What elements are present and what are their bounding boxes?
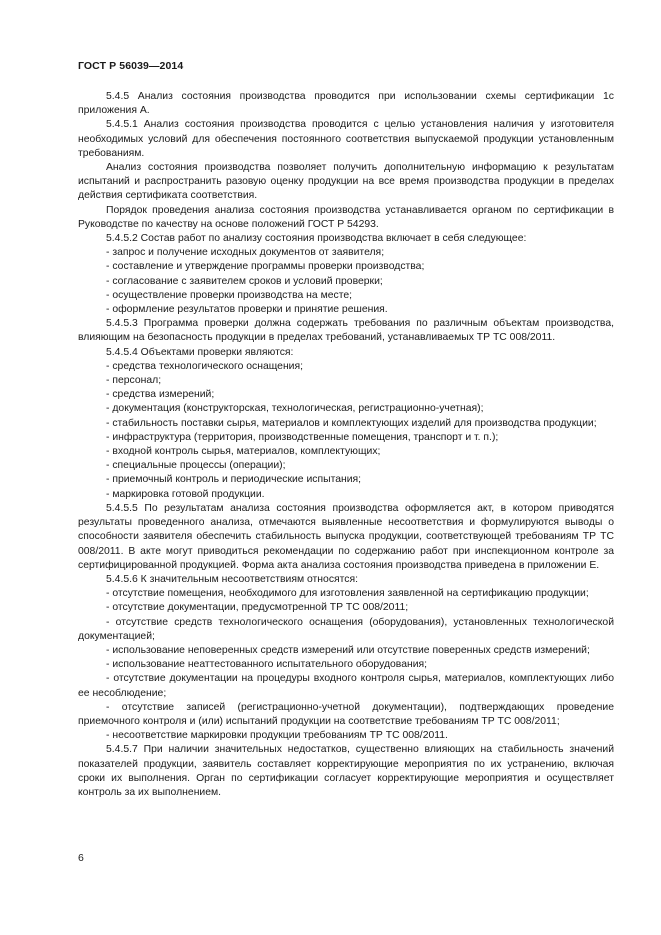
list-item: - приемочный контроль и периодические испытания; [106,474,362,486]
paragraph: 5.4.5.6 К значительным несоответствиям относятся: [106,573,358,585]
list-item: - отсутствие помещения, необходимого для изготовления заявленной на сертификацию продукции; [106,588,589,600]
list-item: - запрос и получение исходных документов от заявителя; [106,247,385,259]
paragraph: 5.4.5.5 По результатам анализа состояния производства оформляется акт, в котором приводятся результаты проведенного анализа, отмечаются выявленные несоответствия и формулируются выводы о способности заявителя обеспечить стабильность выпуска продукции, соответствующей требованиям ТР ТС 008/2011. В акте могут приводиться рекомендации по содержанию работ при инспекционном контроле за сертифицированной продукцией. Форма акта анализа состояния производства приведена в приложении Е. [78,502,614,571]
list-item: - отсутствие средств технологического оснащения (оборудования), установленных технологической документацией; [78,616,614,642]
list-item: - согласование с заявителем сроков и условий проверки; [106,275,383,287]
list-item: - средства технологического оснащения; [106,360,304,372]
paragraph: 5.4.5 Анализ состояния производства проводится при использовании схемы сертификации 1с приложения А. [78,91,614,117]
list-item: - отсутствие записей (регистрационно-учетной документации), подтверждающих проведение приемочного контроля и (или) испытаний продукции на соответствие требованиям ТР ТС 008/2011; [78,701,614,727]
document-body [78,90,614,800]
list-item: - маркировка готовой продукции. [106,488,265,500]
paragraph: Анализ состояния производства позволяет получить дополнительную информацию к результатам испытаний и распространить разовую оценку продукции на все время производства продукции в пределах действия сертификата соответствия. [78,162,614,202]
list-item: - специальные процессы (операции); [106,460,286,472]
paragraph: 5.4.5.2 Состав работ по анализу состояния производства включает в себя следующее: [106,233,527,245]
list-item: - использование неаттестованного испытательного оборудования; [106,659,428,671]
list-item: - отсутствие документации на процедуры входного контроля сырья, материалов, комплектующих либо ее несоблюдение; [78,673,614,699]
list-item: - стабильность поставки сырья, материалов и комплектующих изделий для производства продукции; [106,417,597,429]
list-item: - составление и утверждение программы проверки производства; [106,261,425,273]
list-item: - несоответствие маркировки продукции требованиям ТР ТС 008/2011. [106,730,448,742]
list-item: - отсутствие документации, предусмотренной ТР ТС 008/2011; [106,602,409,614]
list-item: - документация (конструкторская, технологическая, регистрационно-учетная); [106,403,484,415]
list-item: - оформление результатов проверки и принятие решения. [106,304,388,316]
paragraph: 5.4.5.3 Программа проверки должна содержать требования по различным объектам производства, влияющим на безопасность продукции в пределах требований, устанавливаемых ТР ТС 008/2011. [78,318,614,344]
paragraph: 5.4.5.7 При наличии значительных недостатков, существенно влияющих на стабильность значений показателей продукции, заявитель составляет корректирующие мероприятия по их устранению, включая сроки их выполнения. Орган по сертификации согласует корректирующие мероприятия и осуществляет контроль за их выполнением. [78,744,614,798]
list-item: - использование неповеренных средств измерений или отсутствие поверенных средств измерений; [106,644,590,656]
list-item: - средства измерений; [106,389,215,401]
list-item: - входной контроль сырья, материалов, комплектующих; [106,446,381,458]
paragraph: 5.4.5.4 Объектами проверки являются: [106,346,294,358]
list-item: - персонал; [106,375,162,387]
document-header: ГОСТ Р 56039—2014 [78,60,184,72]
list-item: - инфраструктура (территория, производственные помещения, транспорт и т. п.); [106,431,499,443]
paragraph: 5.4.5.1 Анализ состояния производства проводится с целью установления наличия у изготовителя необходимых условий для обеспечения постоянного соответствия выпускаемой продукции установленным требованиям. [78,119,614,159]
page-number: 6 [78,852,84,864]
list-item: - осуществление проверки производства на месте; [106,289,353,301]
paragraph: Порядок проведения анализа состояния производства устанавливается органом по сертификации в Руководстве по качеству на основе положений ГОСТ Р 54293. [78,204,614,230]
